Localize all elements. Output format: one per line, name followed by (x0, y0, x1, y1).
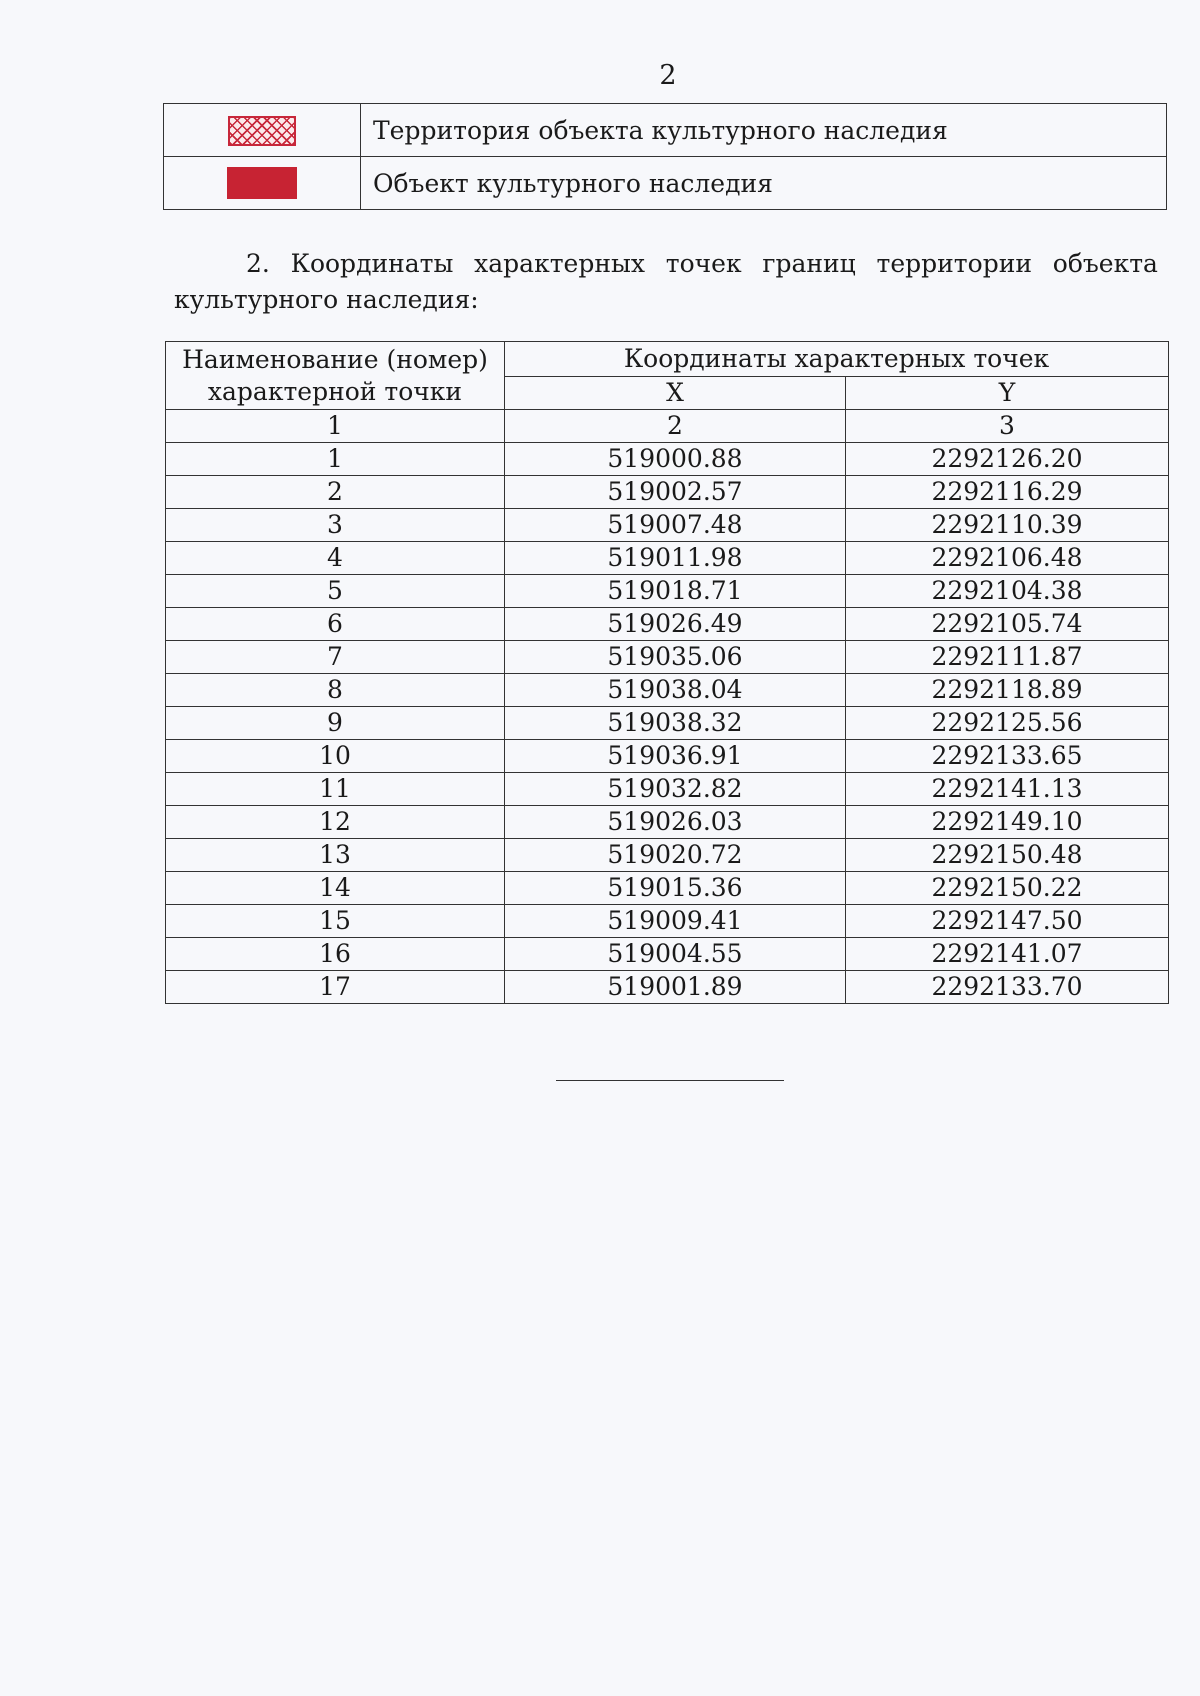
x-coordinate-cell: 519020.72 (505, 839, 846, 872)
y-coordinate-cell: 2292150.22 (846, 872, 1169, 905)
legend-symbol-cell (164, 104, 361, 157)
paragraph-word: 2. (246, 249, 270, 278)
point-number-cell: 9 (166, 707, 505, 740)
crosshatch-swatch-icon (228, 116, 296, 146)
x-coordinate-cell: 519000.88 (505, 443, 846, 476)
table-row (166, 476, 1169, 509)
column-number: 3 (846, 410, 1169, 443)
legend-row (164, 104, 1167, 157)
closing-rule-line (556, 1080, 784, 1081)
header-coordinates: Координаты характерных точек (505, 342, 1169, 377)
x-coordinate-cell: 519001.89 (505, 971, 846, 1004)
table-row (166, 707, 1169, 740)
table-row (166, 542, 1169, 575)
table-row (166, 608, 1169, 641)
point-number-cell: 7 (166, 641, 505, 674)
table-row (166, 509, 1169, 542)
legend-label: Территория объекта культурного наследия (361, 104, 1167, 157)
x-coordinate-cell: 519035.06 (505, 641, 846, 674)
paragraph-line-1 (174, 246, 1158, 282)
x-coordinate-cell: 519002.57 (505, 476, 846, 509)
table-row (166, 806, 1169, 839)
point-number-cell: 16 (166, 938, 505, 971)
header-point-name: Наименование (номер) характерной точки (166, 342, 505, 410)
x-coordinate-cell: 519007.48 (505, 509, 846, 542)
x-coordinate-cell: 519004.55 (505, 938, 846, 971)
y-coordinate-cell: 2292110.39 (846, 509, 1169, 542)
point-number-cell: 4 (166, 542, 505, 575)
x-coordinate-cell: 519026.49 (505, 608, 846, 641)
x-coordinate-cell: 519038.32 (505, 707, 846, 740)
paragraph-word: характерных (474, 249, 645, 278)
x-coordinate-cell: 519038.04 (505, 674, 846, 707)
y-coordinate-cell: 2292118.89 (846, 674, 1169, 707)
column-number-row (166, 410, 1169, 443)
paragraph-word: территории (876, 249, 1033, 278)
point-number-cell: 11 (166, 773, 505, 806)
point-number-cell: 1 (166, 443, 505, 476)
x-coordinate-cell: 519036.91 (505, 740, 846, 773)
y-coordinate-cell: 2292149.10 (846, 806, 1169, 839)
table-row (166, 872, 1169, 905)
point-number-cell: 15 (166, 905, 505, 938)
column-number: 1 (166, 410, 505, 443)
y-coordinate-cell: 2292133.70 (846, 971, 1169, 1004)
table-row (166, 674, 1169, 707)
paragraph-word: Координаты (290, 249, 454, 278)
page-number-container (0, 60, 1200, 91)
y-coordinate-cell: 2292111.87 (846, 641, 1169, 674)
table-row (166, 839, 1169, 872)
table-row (166, 971, 1169, 1004)
solid-swatch-icon (227, 167, 297, 199)
y-coordinate-cell: 2292141.07 (846, 938, 1169, 971)
legend-row (164, 157, 1167, 210)
y-coordinate-cell: 2292104.38 (846, 575, 1169, 608)
y-coordinate-cell: 2292105.74 (846, 608, 1169, 641)
point-number-cell: 2 (166, 476, 505, 509)
y-coordinate-cell: 2292141.13 (846, 773, 1169, 806)
paragraph-line-2: культурного наследия: (174, 285, 479, 314)
point-number-cell: 10 (166, 740, 505, 773)
point-number-cell: 14 (166, 872, 505, 905)
point-number-cell: 3 (166, 509, 505, 542)
paragraph-word: точек (665, 249, 742, 278)
legend-symbol-cell (164, 157, 361, 210)
coordinates-paragraph (174, 246, 1158, 318)
coordinates-table (165, 341, 1169, 1004)
y-coordinate-cell: 2292106.48 (846, 542, 1169, 575)
point-number-cell: 6 (166, 608, 505, 641)
table-row (166, 740, 1169, 773)
header-y: Y (846, 377, 1169, 410)
legend-label: Объект культурного наследия (361, 157, 1167, 210)
y-coordinate-cell: 2292133.65 (846, 740, 1169, 773)
table-row (166, 773, 1169, 806)
paragraph-word: границ (762, 249, 856, 278)
y-coordinate-cell: 2292126.20 (846, 443, 1169, 476)
point-number-cell: 5 (166, 575, 505, 608)
legend-table (163, 103, 1167, 210)
x-coordinate-cell: 519032.82 (505, 773, 846, 806)
table-row (166, 443, 1169, 476)
table-row (166, 641, 1169, 674)
y-coordinate-cell: 2292150.48 (846, 839, 1169, 872)
y-coordinate-cell: 2292147.50 (846, 905, 1169, 938)
point-number-cell: 17 (166, 971, 505, 1004)
table-row (166, 575, 1169, 608)
point-number-cell: 12 (166, 806, 505, 839)
x-coordinate-cell: 519009.41 (505, 905, 846, 938)
x-coordinate-cell: 519026.03 (505, 806, 846, 839)
x-coordinate-cell: 519011.98 (505, 542, 846, 575)
table-header-row (166, 342, 1169, 377)
paragraph-word: объекта (1052, 249, 1158, 278)
y-coordinate-cell: 2292125.56 (846, 707, 1169, 740)
header-x: X (505, 377, 846, 410)
page-number: 2 (659, 60, 677, 91)
column-number: 2 (505, 410, 846, 443)
x-coordinate-cell: 519018.71 (505, 575, 846, 608)
point-number-cell: 13 (166, 839, 505, 872)
table-row (166, 905, 1169, 938)
table-row (166, 938, 1169, 971)
coordinates-table-body (166, 443, 1169, 1004)
y-coordinate-cell: 2292116.29 (846, 476, 1169, 509)
x-coordinate-cell: 519015.36 (505, 872, 846, 905)
point-number-cell: 8 (166, 674, 505, 707)
